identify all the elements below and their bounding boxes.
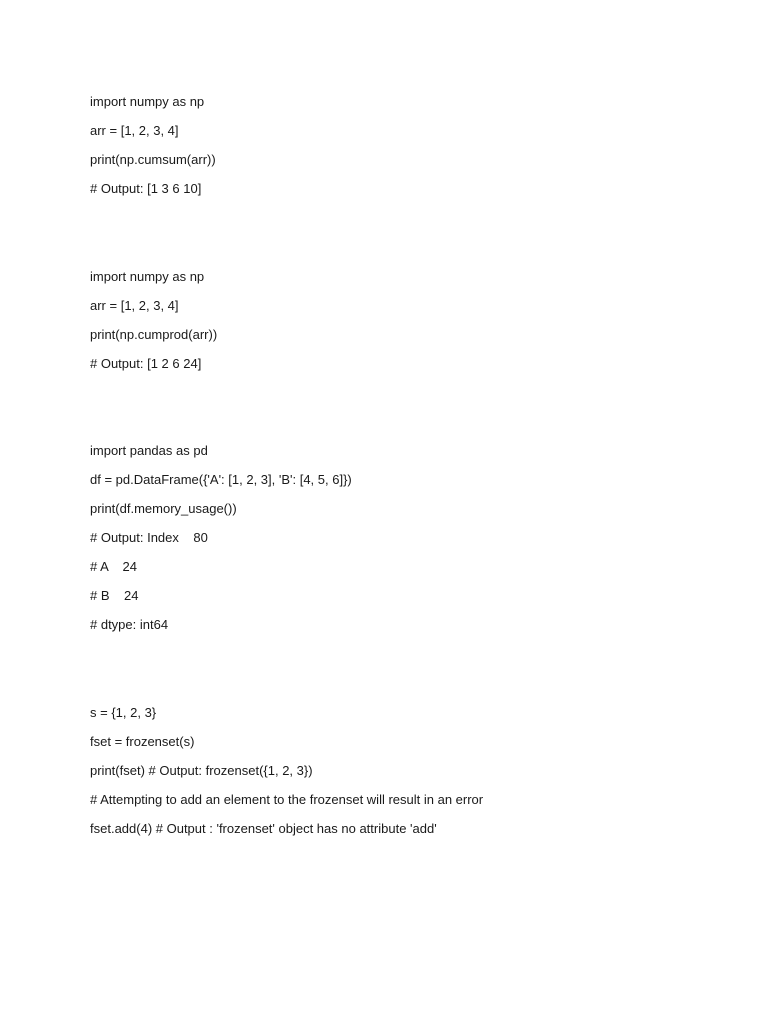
code-line: print(df.memory_usage()) (90, 501, 237, 516)
code-line: arr = [1, 2, 3, 4] (90, 123, 179, 138)
code-line: import pandas as pd (90, 443, 208, 458)
code-line: # A 24 (90, 559, 137, 574)
code-line: # B 24 (90, 588, 139, 603)
code-line: print(np.cumsum(arr)) (90, 152, 216, 167)
code-line: # Output: [1 3 6 10] (90, 181, 202, 196)
code-line: fset = frozenset(s) (90, 734, 195, 749)
code-line: print(np.cumprod(arr)) (90, 327, 218, 342)
code-line: # Output: Index 80 (90, 530, 208, 545)
code-line: s = {1, 2, 3} (90, 705, 157, 720)
code-line: fset.add(4) # Output : 'frozenset' object has no attribute 'add' (90, 821, 437, 836)
code-line: import numpy as np (90, 94, 205, 109)
code-line: import numpy as np (90, 269, 205, 284)
code-line: arr = [1, 2, 3, 4] (90, 298, 179, 313)
code-line: df = pd.DataFrame({'A': [1, 2, 3], 'B': [4, 5, 6]}) (90, 472, 352, 487)
code-line: print(fset) # Output: frozenset({1, 2, 3}) (90, 763, 313, 778)
code-line: # Output: [1 2 6 24] (90, 356, 202, 371)
code-line: # dtype: int64 (90, 617, 169, 632)
code-line: # Attempting to add an element to the frozenset will result in an error (90, 792, 484, 807)
